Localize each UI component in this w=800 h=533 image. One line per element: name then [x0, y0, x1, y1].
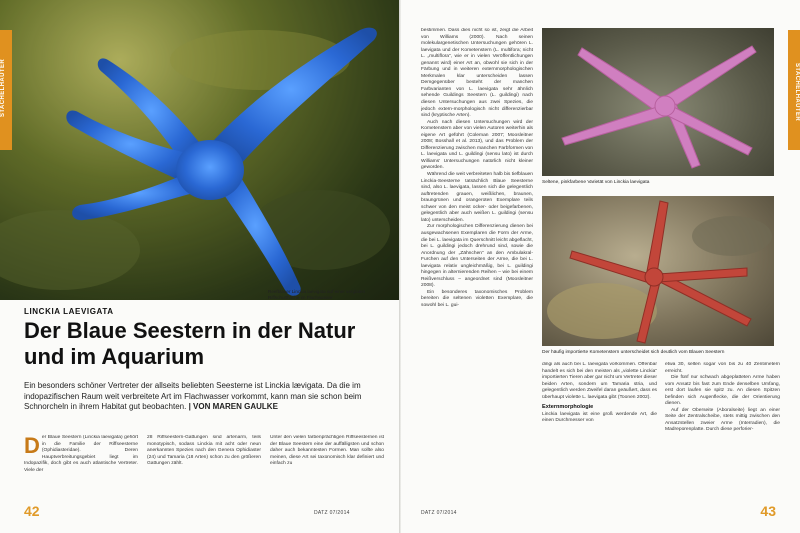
paragraph: Auf der Oberseite (Aboralseite) liegt an einer Seite der Zentralscheibe, stets mittig zwischen den Ansatzstellen zweier Arme (Interradien), die Madreporenplatte. Durch diese perforier- — [665, 407, 780, 433]
paragraph: Linckia laevigata ist eine groß werdende Art, die einen Durchmesser von — [542, 411, 657, 424]
body-column-1 — [24, 435, 138, 503]
body-column-right-3 — [665, 362, 780, 504]
page-number: 43 — [760, 503, 776, 519]
paragraph: Ein besonderes taxonomisches Problem bereiten die seltenen violetten Exemplare, die sowohl bei L. gui- — [421, 289, 533, 308]
left-page — [0, 0, 399, 533]
photo-comet-starfish — [542, 196, 774, 346]
article-lead — [24, 381, 384, 413]
body-column-right-1 — [421, 28, 533, 370]
paragraph: bestimmen. Dass dies nicht so ist, zeigt die Arbeit von Williams (2000). Nach seinen molekulargenetischen Untersuchungen gehören L. laevigata und der Kometenstern (L. multifora; nicht L. „multiflora“, wie er in vielen Veröffentlichungen genannt wird) einer Art an, obwohl sie sich in der Färbung und in weiteren externmorphologischen Merkmalen klar unterscheiden lassen Demgegenüber besteht der manchen Farbvarianten von L. laevigata sehr ähnlich sehende Guildings Seestern (L. guildingi) nach diesen Untersuchungen aus zwei Spezies, die jedoch extern-morphologisch nicht differenzierbar sind (kryptische Arten). — [421, 28, 533, 119]
page-number: 42 — [24, 503, 40, 519]
body-column-2: 28 Riffseestern-Gattungen sind artenarm, teils monotypisch, sodass Linckia mit acht oder neun anerkannten Spezies nach den Genera Ophidiaster (24) und Tamaria (18 Arten) schon zu den größeren Gattungen zählt. — [147, 435, 261, 467]
paragraph: Zur morphologischen Differenzierung dienen bei ausgewachsenen Exemplaren die Form der Arme, die bei L. laevigata im Querschnitt leicht abgeflacht, bei L. guildingi jedoch drehrund sind, sowie die Anordnung der „Zähnchen“ an den Ambulakral-Furchen auf den Unterseiten der Arme, die bei L. laevigata relativ ungleichmäßig, bei L. guildingi hingegen in alternierenden Reihen – wie bei einem Reißverschluss – angeordnet sind (Moosleitner 2008). — [421, 224, 533, 289]
page-footer: DATZ 07/2014 — [421, 510, 457, 516]
left-body-columns — [24, 435, 384, 503]
article-kicker: LINCKIA LAEVIGATA — [24, 307, 114, 316]
subheading: Externmorphologie — [542, 404, 594, 411]
lead-text: Ein besonders schöner Vertreter der allseits beliebten Seesterne ist Linckia lævigata. Da die im indopazifischen Raum weit verbreitete Art im Flachwasser vorkommt, kann man sie schon beim Schnorcheln in ihrem Habitat gut beobachten. — [24, 381, 362, 411]
body-column-right-2 — [542, 362, 657, 504]
photo-caption: Der häufig importierte Kometenstern unterscheidet sich deutlich vom Blauen Seestern — [542, 350, 725, 355]
body-text: er Blaue Seestern (Linckia laevigata) gehört in die Familie der Riffseesterne (Ophidiasteridae). Deren Hauptverbreitungsgebiet liegt im Indopazifik, doch gibt es auch atlantische Vertreter. Viele der — [24, 435, 138, 473]
hero-photo-caption: Reefblauer Linckia laevigata auf einer verglaten Riffschuttfläche im Flachwasser — [268, 289, 366, 300]
paragraph: Die fünf nur schwach abgeplatteten Arme haben vom Ansatz bis fast zum Ende denselben Umfang, erst dort laufen sie spitz zu. An diesen Spitzen befinden sich Augenflecke, die der Orientierung dienen. — [665, 375, 780, 407]
pink-starfish-illustration — [542, 28, 774, 176]
right-bottom-columns — [542, 362, 780, 504]
paragraph: dingi als auch bei L. laevigata vorkommen. Offenbar handelt es sich bei den meisten als „violette Linckia“ importierten Tieren aber gar nicht um Vertreter dieser beiden Arten, sondern um Tamaria stria, und gelegentlich werden Zweifel daran geäußert, dass es überhaupt violette L. laevigata gibt (Toonen 2002). — [542, 362, 657, 400]
blue-starfish-illustration — [0, 0, 399, 300]
byline: | VON MAREN GAULKE — [188, 402, 278, 411]
paragraph: Während die weit verbreiteten halb bis tiefblauen Linckia-Seesterne tatsächlich Blaue Seesterne sind, also L. laevigata, lassen sich die gelegentlich auftretenden grauen, weißlichen, braunen, braungrünen und orangeroten Exemplare teils schwer von den meist ocker- oder beigefarbenen, gelegentlich aber auch weißen L. guildingi (sensu lato) unterscheiden. — [421, 172, 533, 223]
red-starfish-illustration — [542, 196, 774, 346]
photo-pink-starfish — [542, 28, 774, 176]
paragraph: Auch nach diesen Untersuchungen wird der Kometenstern aber von vielen Autoren weiterhin als eigene Art geführt (Coleman 2007; Moosleitner 2008; Bosshall et al. 2013), und das Problem der Differenzierung zwischen manchen Farbformen von L. laevigata und L. guildingi (sensu lato) ist durch Williams' Untersuchungen natürlich nicht kleiner geworden. — [421, 119, 533, 171]
hero-photo-blue-starfish — [0, 0, 399, 300]
paragraph: etwa 30, selten sogar von bis zu 40 Zentimetern erreicht. — [665, 362, 780, 374]
right-page — [401, 0, 800, 533]
body-column-3: Unter den vielen farbenprächtigen Riffseesternen ist der Blaue Seestern eine der auffälligsten und schon daher auch bekanntesten Formen. Man sollte also meinen, diese Art sei taxonomisch klar definiert und einfach zu — [270, 435, 384, 467]
article-headline: Der Blaue Seestern in der Natur und im Aquarium — [24, 318, 356, 369]
section-tab: STACHELHÄUTER — [788, 30, 800, 150]
dropcap: D — [24, 435, 40, 458]
section-tab: STACHELHÄUTER — [0, 30, 12, 150]
photo-caption: Seltene, pinkfarbene Varietät von Linckia laevigata — [542, 180, 650, 185]
page-footer: DATZ 07/2014 — [314, 510, 350, 516]
